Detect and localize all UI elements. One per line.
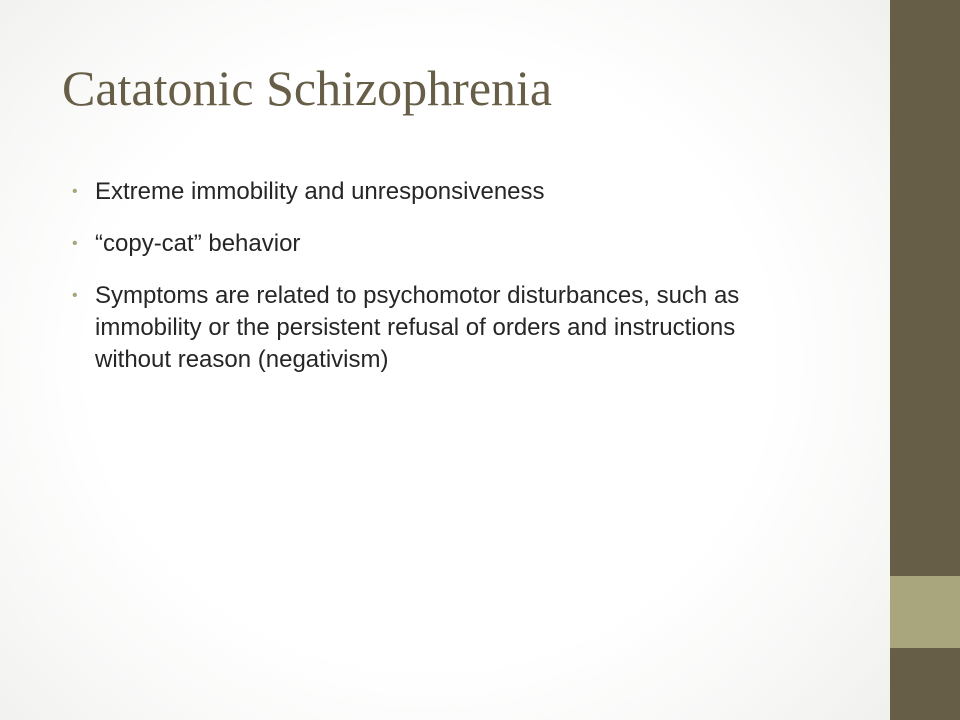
slide-title: Catatonic Schizophrenia xyxy=(62,60,553,116)
bullet-item xyxy=(72,280,772,376)
bullet-icon: • xyxy=(72,235,78,252)
side-bar-accent xyxy=(890,576,960,648)
bullet-text: “copy-cat” behavior xyxy=(95,230,301,257)
bullet-list xyxy=(72,176,772,396)
bullet-text: Symptoms are related to psychomotor disturbances, such as immobility or the persistent refusal of orders and instructions without reason (negativism) xyxy=(95,282,740,373)
bullet-icon: • xyxy=(72,287,78,304)
bullet-item xyxy=(72,176,772,208)
bullet-text: Extreme immobility and unresponsiveness xyxy=(95,178,545,205)
bullet-item xyxy=(72,228,772,260)
bullet-icon: • xyxy=(72,183,78,200)
